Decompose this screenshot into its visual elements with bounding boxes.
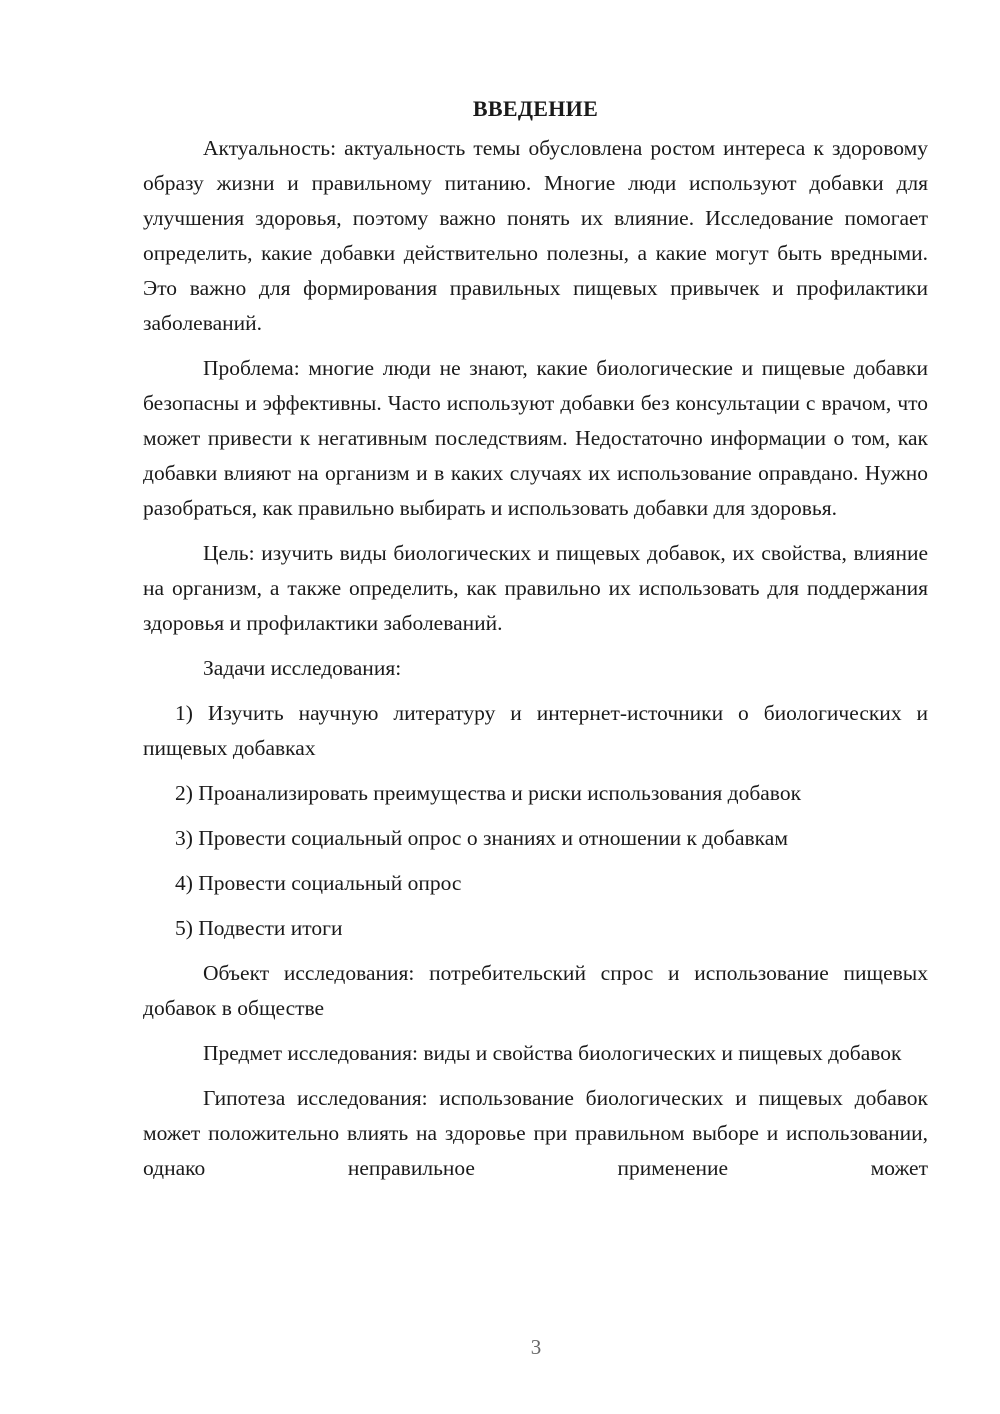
task-item: 3) Провести социальный опрос о знаниях и отношении к добавкам [175,826,788,850]
task-item: 4) Провести социальный опрос [175,871,462,895]
paragraph-object: Объект исследования: потребительский спрос и использование пищевых добавок в обществе [143,961,928,1020]
task-item: 2) Проанализировать преимущества и риски использования добавок [175,781,802,805]
document-page [143,92,928,1196]
task-item: 1) Изучить научную литературу и интернет-источники о биологических и пищевых добавках [143,701,928,760]
page-title: ВВЕДЕНИЕ [472,96,599,121]
paragraph-problem: Проблема: многие люди не знают, какие биологические и пищевые добавки безопасны и эффективны. Часто используют добавки без консультации с врачом, что может привести к негативным последствиям. Недостаточно информации о том, как добавки влияют на организм и в каких случаях их использование оправдано. Нужно разобраться, как правильно выбирать и использовать добавки для здоровья. [143,356,928,520]
tasks-heading: Задачи исследования: [203,656,402,680]
paragraph-hypothesis: Гипотеза исследования: использование биологических и пищевых добавок может положительно влиять на здоровье при правильном выборе и использовании, однако неправильное применение может [143,1086,928,1180]
tasks-list [143,696,928,946]
paragraph-subject: Предмет исследования: виды и свойства биологических и пищевых добавок [203,1041,902,1065]
task-item: 5) Подвести итоги [175,916,343,940]
paragraph-relevance: Актуальность: актуальность темы обусловлена ростом интереса к здоровому образу жизни и правильному питанию. Многие люди используют добавки для улучшения здоровья, поэтому важно понять их влияние. Исследование помогает определить, какие добавки действительно полезны, а какие могут быть вредными. Это важно для формирования правильных пищевых привычек и профилактики заболеваний. [143,136,928,335]
paragraph-goal: Цель: изучить виды биологических и пищевых добавок, их свойства, влияние на организм, а также определить, как правильно их использовать для поддержания здоровья и профилактики заболеваний. [143,541,928,635]
page-number: 3 [530,1335,542,1359]
